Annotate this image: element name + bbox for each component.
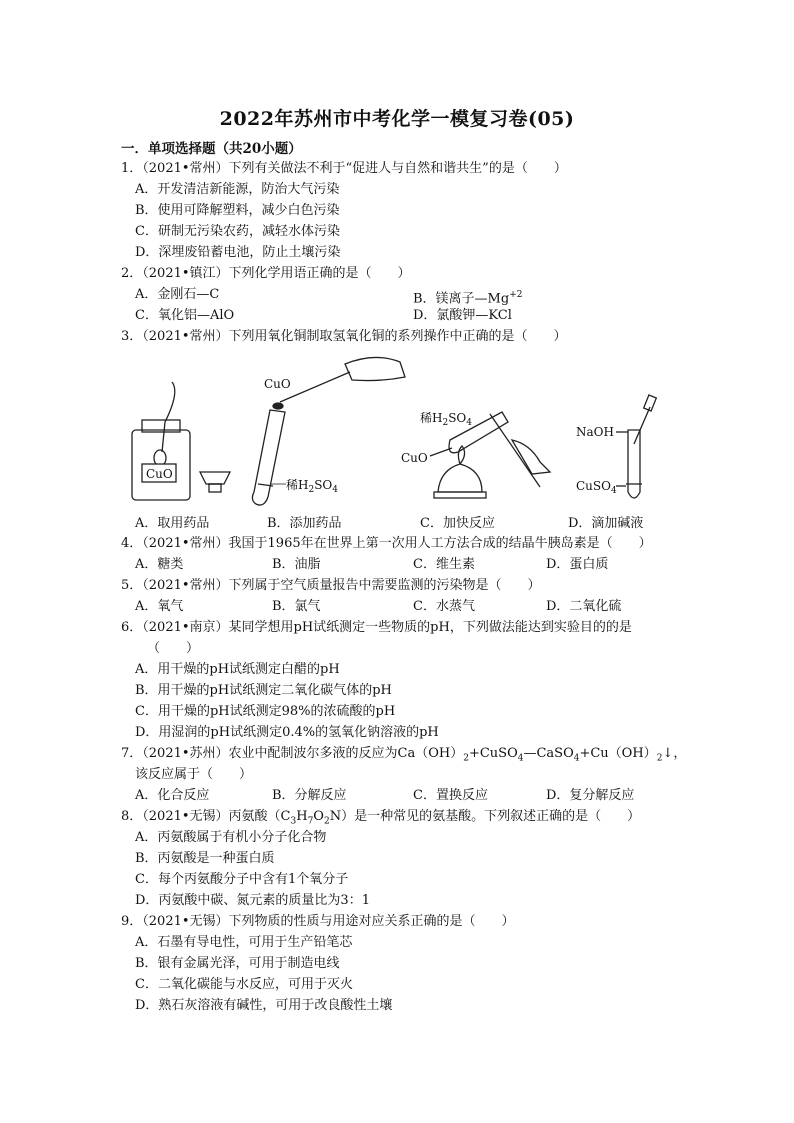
q7-option-a: A．化合反应	[135, 788, 210, 803]
page-title: 2022年苏州市中考化学一模复习卷(05)	[219, 108, 575, 130]
question-1-stem: 1．（2021•常州）下列有关做法不利于“促进人与自然和谐共生”的是（ ）	[121, 161, 567, 176]
question-2-stem: 2．（2021•镇江）下列化学用语正确的是（ ）	[121, 266, 411, 281]
label-cuso4: CuSO$_4$	[576, 479, 617, 496]
q9-option-c: C．二氧化碳能与水反应，可用于灭火	[135, 977, 353, 992]
question-7-stem-cont: 该反应属于（ ）	[135, 767, 253, 782]
question-4-stem: 4．（2021•常州）我国于1965年在世界上第一次用人工方法合成的结晶牛胰岛素是（ ）	[121, 536, 652, 551]
q1-option-d: D．深埋废铅蓄电池，防止土壤污染	[135, 245, 341, 260]
reagent-bottle	[132, 382, 190, 500]
q2-option-a: A．金刚石—C	[135, 287, 220, 302]
label-heat-cuo: CuO	[401, 451, 428, 465]
q7-option-b: B．分解反应	[272, 788, 347, 803]
q4-option-a: A．糖类	[135, 557, 184, 572]
q6-option-b: B．用干燥的pH试纸测定二氧化碳气体的pH	[135, 683, 392, 698]
q8-option-a: A．丙氨酸属于有机小分子化合物	[135, 830, 327, 845]
q8-option-d: D．丙氨酸中碳、氮元素的质量比为3：1	[135, 893, 370, 908]
question-3-stem: 3．（2021•常州）下列用氧化铜制取氢氧化铜的系列操作中正确的是（ ）	[121, 329, 567, 344]
q5-option-c: C．水蒸气	[413, 599, 475, 614]
q5-option-d: D．二氧化硫	[546, 599, 622, 614]
label-h2so4-tube: 稀$H_2SO_4$	[286, 478, 338, 495]
q6-option-a: A．用干燥的pH试纸测定白醋的pH	[135, 662, 340, 677]
q6-option-c: C．用干燥的pH试纸测定98%的浓硫酸的pH	[135, 704, 396, 719]
q3-option-a: A．取用药品	[135, 516, 210, 531]
apparatus-illustration	[120, 352, 680, 517]
dropper-setup	[616, 395, 656, 498]
label-heat-acid: 稀$H_2SO_4$	[420, 411, 472, 428]
q5-option-b: B．氯气	[272, 599, 321, 614]
section-heading: 一．单项选择题（共20小题）	[121, 141, 302, 157]
q1-option-a: A．开发清洁新能源，防治大气污染	[135, 182, 340, 197]
q8-option-c: C．每个丙氨酸分子中含有1个氧分子	[135, 872, 349, 887]
q3-option-c: C．加快反应	[420, 516, 495, 531]
question-8-stem: 8．（2021•无锡）丙氨酸$(C_3H_7O_2N)$是一种常见的氨基酸。下列叙述正确的是（ ）	[121, 809, 641, 827]
question-7-stem: 7．（2021•苏州）农业中配制波尔多液的反应为$Ca(OH)_2+CuSO_4—CaSO_4+Cu(OH)_2↓$，	[121, 746, 687, 764]
q7-option-d: D．复分解反应	[546, 788, 635, 803]
q1-option-b: B．使用可降解塑料，减少白色污染	[135, 203, 340, 218]
q9-option-d: D．熟石灰溶液有碱性，可用于改良酸性土壤	[135, 998, 393, 1013]
q9-option-a: A．石墨有导电性，可用于生产铅笔芯	[135, 935, 353, 950]
question-9-stem: 9．（2021•无锡）下列物质的性质与用途对应关系正确的是（ ）	[121, 914, 515, 929]
label-naoh: NaOH	[576, 425, 614, 439]
q4-option-d: D．蛋白质	[546, 557, 609, 572]
question-6-stem-cont: （ ）	[147, 641, 200, 656]
q2-option-b	[413, 286, 522, 308]
q7-option-c: C．置换反应	[413, 788, 488, 803]
q2-option-b-charge: +2	[509, 290, 523, 300]
q3-option-d: D．滴加碱液	[568, 516, 644, 531]
bottle-stopper	[200, 472, 230, 492]
question-6-stem: 6．（2021•南京）某同学想用pH试纸测定一些物质的pH，下列做法能达到实验目的的是	[121, 620, 632, 635]
label-cuo-spoon: CuO	[264, 377, 291, 391]
q2-option-d: D．氯酸钾—KCl	[413, 308, 512, 323]
q2-option-c: C．氧化铝—AlO	[135, 308, 235, 323]
q9-option-b: B．银有金属光泽，可用于制造电线	[135, 956, 340, 971]
q6-option-d: D．用湿润的pH试纸测定0.4%的氢氧化钠溶液的pH	[135, 725, 439, 740]
label-cuo-bottle: CuO	[146, 467, 173, 481]
q3-apparatus-figure	[120, 352, 680, 517]
q8-option-b: B．丙氨酸是一种蛋白质	[135, 851, 275, 866]
q3-option-b: B．添加药品	[267, 516, 342, 531]
q4-option-b: B．油脂	[272, 557, 321, 572]
q1-option-c: C．研制无污染农药，减轻水体污染	[135, 224, 340, 239]
q5-option-a: A．氧气	[135, 599, 184, 614]
q4-option-c: C．维生素	[413, 557, 475, 572]
question-5-stem: 5．（2021•常州）下列属于空气质量报告中需要监测的污染物是（ ）	[121, 578, 541, 593]
q2-option-b-text: B．镁离子—Mg	[413, 291, 510, 307]
